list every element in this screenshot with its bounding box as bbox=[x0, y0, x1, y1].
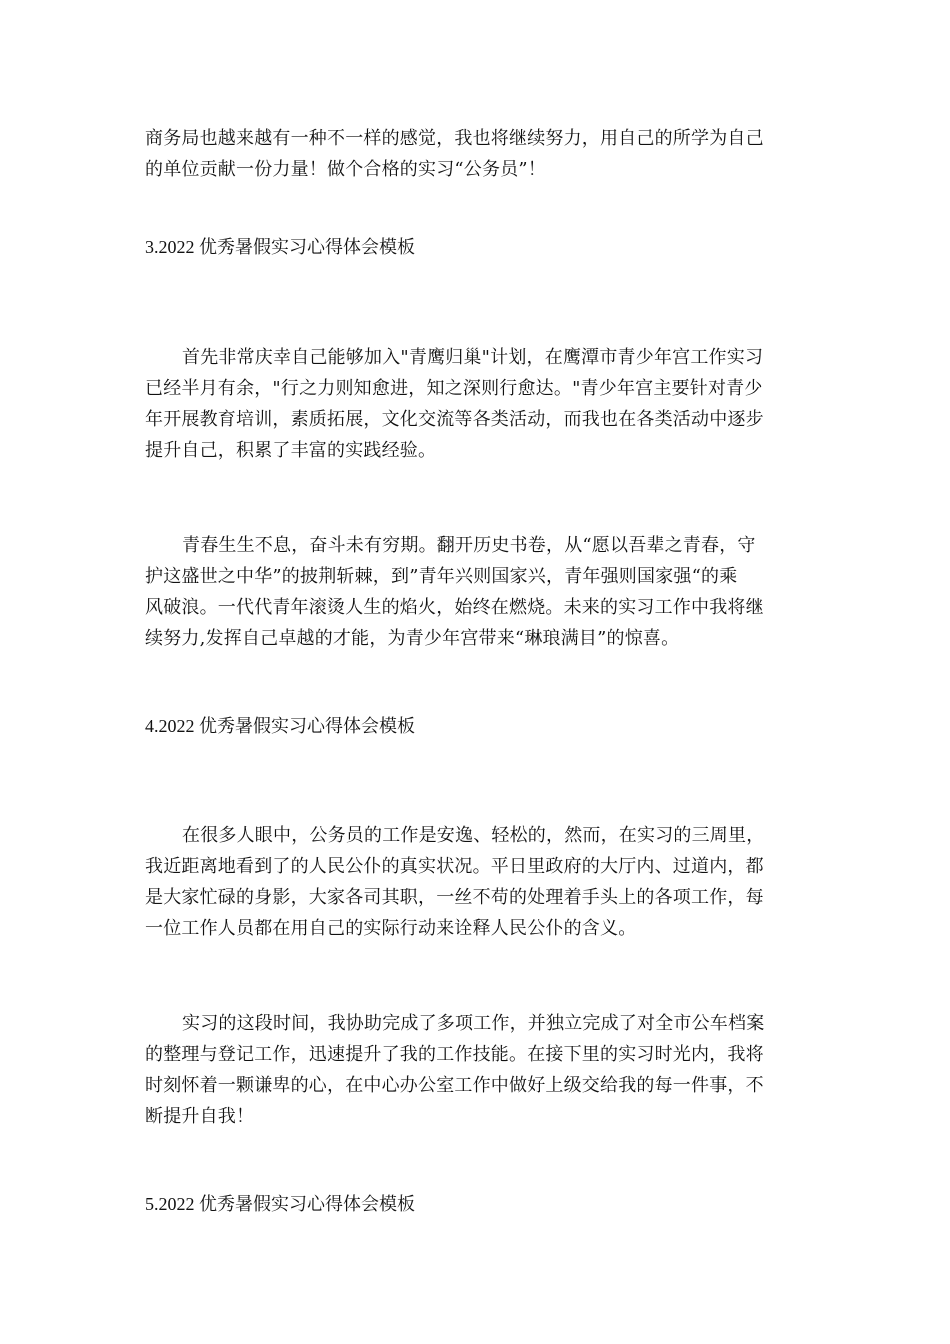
text-line: 首先非常庆幸自己能够加入"青鹰归巢"计划，在鹰潭市青少年宫工作实习 bbox=[182, 347, 764, 368]
section-3-paragraph-1 bbox=[145, 342, 807, 466]
text-line: 青春生生不息，奋斗未有穷期。翻开历史书卷，从“愿以吾辈之青春，守 bbox=[182, 535, 756, 556]
text-line: 护这盛世之中华”的披荆斩棘，到”青年兴则国家兴，青年强则国家强“的乘 bbox=[145, 566, 738, 587]
text-line: 时刻怀着一颗谦卑的心，在中心办公室工作中做好上级交给我的每一件事，不 bbox=[145, 1075, 764, 1096]
section-5-heading: 5.2022 优秀暑假实习心得体会模板 bbox=[145, 1194, 415, 1214]
text-line: 续努力,发挥自己卓越的才能，为青少年宫带来“琳琅满目”的惊喜。 bbox=[145, 628, 680, 649]
section-4-heading: 4.2022 优秀暑假实习心得体会模板 bbox=[145, 716, 415, 736]
text-line: 是大家忙碌的身影，大家各司其职，一丝不苟的处理着手头上的各项工作，每 bbox=[145, 887, 764, 908]
section-4-paragraph-1 bbox=[145, 820, 807, 944]
text-line: 一位工作人员都在用自己的实际行动来诠释人民公仆的含义。 bbox=[145, 918, 637, 939]
text-line: 的整理与登记工作，迅速提升了我的工作技能。在接下里的实习时光内，我将 bbox=[145, 1044, 764, 1065]
text-line: 断提升自我！ bbox=[145, 1106, 255, 1127]
text-line: 商务局也越来越有一种不一样的感觉，我也将继续努力，用自己的所学为自己 bbox=[145, 128, 764, 149]
text-line: 的单位贡献一份力量！做个合格的实习“公务员”！ bbox=[145, 159, 547, 180]
text-line: 实习的这段时间，我协助完成了多项工作，并独立完成了对全市公车档案 bbox=[182, 1013, 765, 1034]
text-line: 在很多人眼中，公务员的工作是安逸、轻松的，然而，在实习的三周里， bbox=[182, 825, 765, 846]
section-3-heading: 3.2022 优秀暑假实习心得体会模板 bbox=[145, 237, 415, 257]
text-line: 我近距离地看到了的人民公仆的真实状况。平日里政府的大厅内、过道内，都 bbox=[145, 856, 764, 877]
text-line: 年开展教育培训，素质拓展，文化交流等各类活动，而我也在各类活动中逐步 bbox=[145, 409, 764, 430]
section-4-paragraph-2 bbox=[145, 1008, 807, 1132]
intro-paragraph bbox=[145, 123, 807, 185]
text-line: 已经半月有余，"行之力则知愈进，知之深则行愈达。"青少年宫主要针对青少 bbox=[145, 378, 763, 399]
text-line: 提升自己，积累了丰富的实践经验。 bbox=[145, 440, 437, 461]
section-3-paragraph-2 bbox=[145, 530, 807, 654]
text-line: 风破浪。一代代青年滚烫人生的焰火，始终在燃烧。未来的实习工作中我将继 bbox=[145, 597, 764, 618]
